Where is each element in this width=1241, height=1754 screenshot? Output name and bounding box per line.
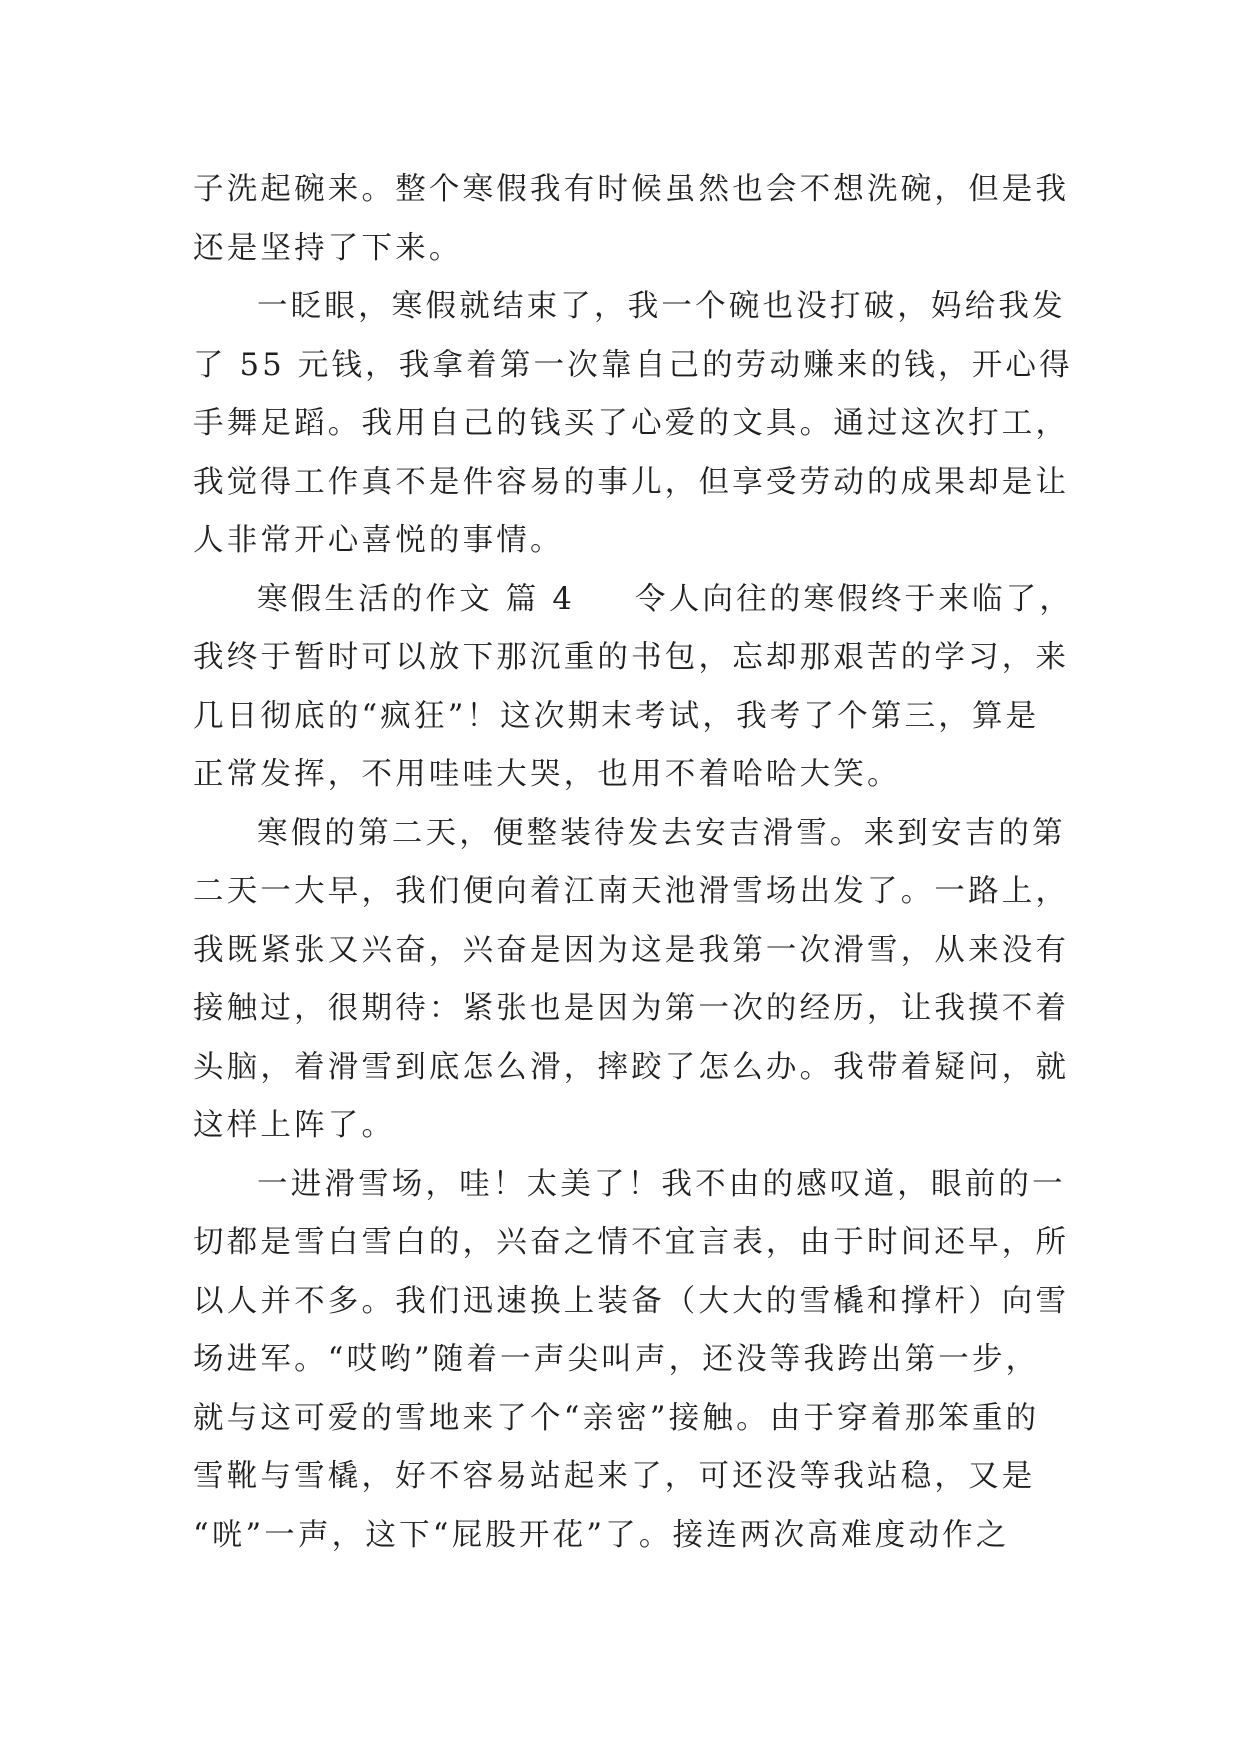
text-line: 接触过，很期待：紧张也是因为第一次的经历，让我摸不着 <box>193 991 1070 1026</box>
text-line: 人非常开心喜悦的事情。 <box>193 523 564 558</box>
text-line: “咣”一声，这下“屁股开花”了。接连两次高难度动作之 <box>193 1517 1010 1553</box>
section-title: 寒假生活的作文 篇 4 <box>257 581 575 617</box>
text-line: 一进滑雪场，哇！太美了！我不由的感叹道，眼前的一 <box>257 1166 1066 1202</box>
text-line: 手舞足蹈。我用自己的钱买了心爱的文具。通过这次打工， <box>193 406 1070 441</box>
text-line: 子洗起碗来。整个寒假我有时候虽然也会不想洗碗，但是我 <box>193 172 1070 207</box>
text-line: 头脑，着滑雪到底怎么滑，摔跤了怎么办。我带着疑问，就 <box>193 1049 1070 1085</box>
section-heading-line <box>193 571 1074 630</box>
text-line: 就与这可爱的雪地来了个“亲密”接触。由于穿着那笨重的 <box>193 1400 1040 1436</box>
text-line: 正常发挥，不用哇哇大哭，也用不着哈哈大笑。 <box>193 757 901 792</box>
text-line: 还是坚持了下来。 <box>193 230 463 266</box>
text-line: 我终于暂时可以放下那沉重的书包，忘却那艰苦的学习，来 <box>193 640 1070 675</box>
text-line: 场进军。“哎哟”随着一声尖叫声，还没等我跨出第一步， <box>193 1342 1040 1377</box>
text-line: 我觉得工作真不是件容易的事儿，但享受劳动的成果却是让 <box>193 464 1070 500</box>
text-line: 我既紧张又兴奋，兴奋是因为这是我第一次滑雪，从来没有 <box>193 932 1070 968</box>
document-page <box>193 161 1074 1565</box>
text-line: 以人并不多。我们迅速换上装备（大大的雪橇和撑杆）向雪 <box>193 1283 1070 1319</box>
text-line: 几日彻底的“疯狂”！这次期末考试，我考了个第三，算是 <box>193 698 1040 734</box>
text-line: 切都是雪白雪白的，兴奋之情不宜言表，由于时间还早，所 <box>193 1225 1070 1260</box>
text-line: 了 55 元钱，我拿着第一次靠自己的劳动赚来的钱，开心得 <box>193 347 1073 383</box>
text-line: 一眨眼，寒假就结束了，我一个碗也没打破，妈给我发 <box>257 289 1066 324</box>
text-line: 寒假的第二天，便整装待发去安吉滑雪。来到安吉的第 <box>257 815 1066 851</box>
section-first-sentence: 令人向往的寒假终于来临了， <box>635 581 1074 617</box>
text-line: 二天一大早，我们便向着江南天池滑雪场出发了。一路上， <box>193 874 1070 909</box>
text-line: 雪靴与雪橇，好不容易站起来了，可还没等我站稳，又是 <box>193 1459 1036 1494</box>
text-line: 这样上阵了。 <box>193 1108 396 1143</box>
